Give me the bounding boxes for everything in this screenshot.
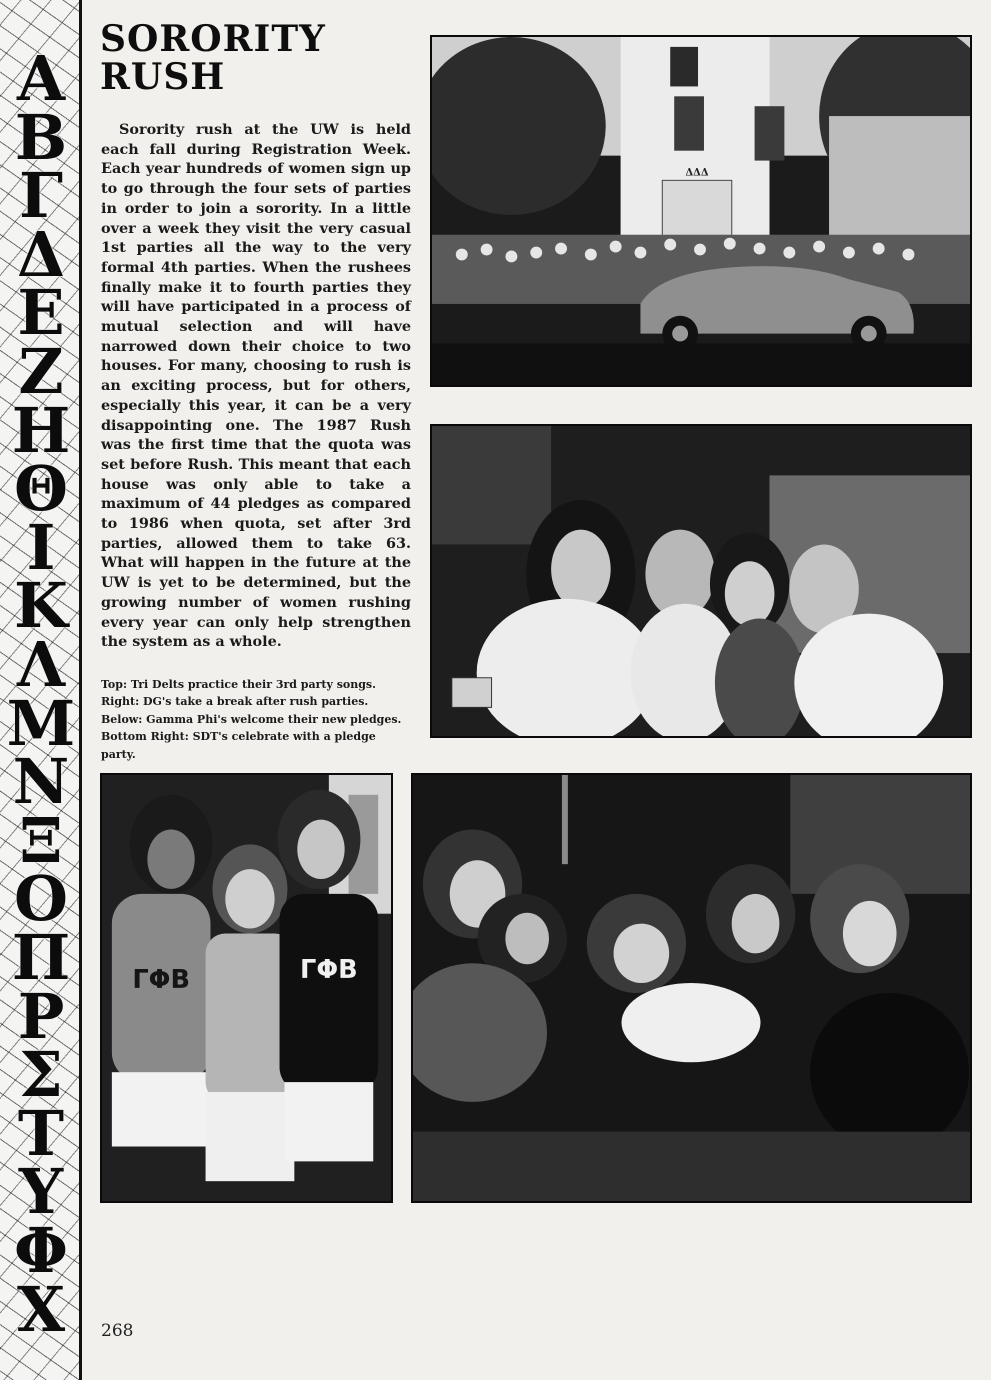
greek-letter: Δ [16, 217, 66, 291]
article-title [100, 20, 410, 96]
greek-letter: Σ [19, 1038, 63, 1112]
greek-letter: Ξ [19, 803, 63, 877]
page-number: 268 [101, 1321, 134, 1341]
photo-caption: Top: Tri Delts practice their 3rd party songs. Right: DG's take a break after rush parties. Below: Gamma Phi's welcome their new pledges. Bottom Right: SDT's celebrate with a pledge party. [101, 678, 402, 761]
photo-dg-women [430, 424, 972, 738]
shirt-letters-left: ΓΦΒ [132, 964, 191, 996]
photo-sorority-house [430, 35, 972, 387]
greek-letter: Θ [13, 452, 68, 526]
greek-letter: Α [16, 42, 66, 115]
greek-letter-sidebar [0, 0, 82, 1380]
greek-letter: Ι [26, 510, 56, 584]
greek-letter: Χ [16, 1272, 66, 1346]
house-letters: ΔΔΔ [685, 167, 709, 179]
greek-letter: Ρ [17, 979, 65, 1053]
greek-letter: Γ [18, 159, 64, 233]
greek-letter: Τ [17, 1096, 65, 1170]
greek-letter: Υ [18, 1155, 64, 1229]
article-body: Sorority rush at the UW is held each fall during Registration Week. Each year hundreds of women sign up to go through the four sets of parties in order to join a sorority. In a little over a week they visit the very casual 1st parties all the way to the very formal 4th parties. When the rushees finally make it to fourth parties they will have participated in a process of mutual selection and will have narrowed down their choice to two houses. For many, choosing to rush is an exciting process, but for others, especially this year, it can be a very disappointing one. The 1987 Rush was the first time that the quota was set before Rush. This meant that each house was only able to take a maximum of 44 pledges as compared to 1986 when quota, set after 3rd parties, allowed them to take 63. What will happen in the future at the UW is yet to be determined, but the growing number of women rushing every year can only help strengthen the system as a whole. [101, 121, 411, 651]
greek-letter: Φ [13, 1214, 68, 1287]
greek-letter: Β [14, 100, 68, 174]
article-title-line-1: SORORITY [100, 18, 326, 60]
greek-letter: Π [11, 921, 71, 994]
photo-gamma-phi [100, 773, 393, 1203]
article-title-line-2: RUSH [100, 56, 226, 98]
greek-letter: Ε [17, 276, 65, 350]
greek-letter: Η [11, 393, 71, 467]
greek-letter: Λ [16, 628, 66, 701]
greek-letter: Μ [6, 686, 76, 760]
greek-letter: Κ [14, 569, 68, 643]
shirt-letters-right: ΓΦΒ [300, 955, 358, 986]
greek-letter: Ν [12, 745, 70, 819]
greek-letter: Ο [13, 862, 68, 936]
photo-sdt-pledge-party [411, 773, 972, 1203]
greek-letter: Ζ [18, 335, 64, 408]
